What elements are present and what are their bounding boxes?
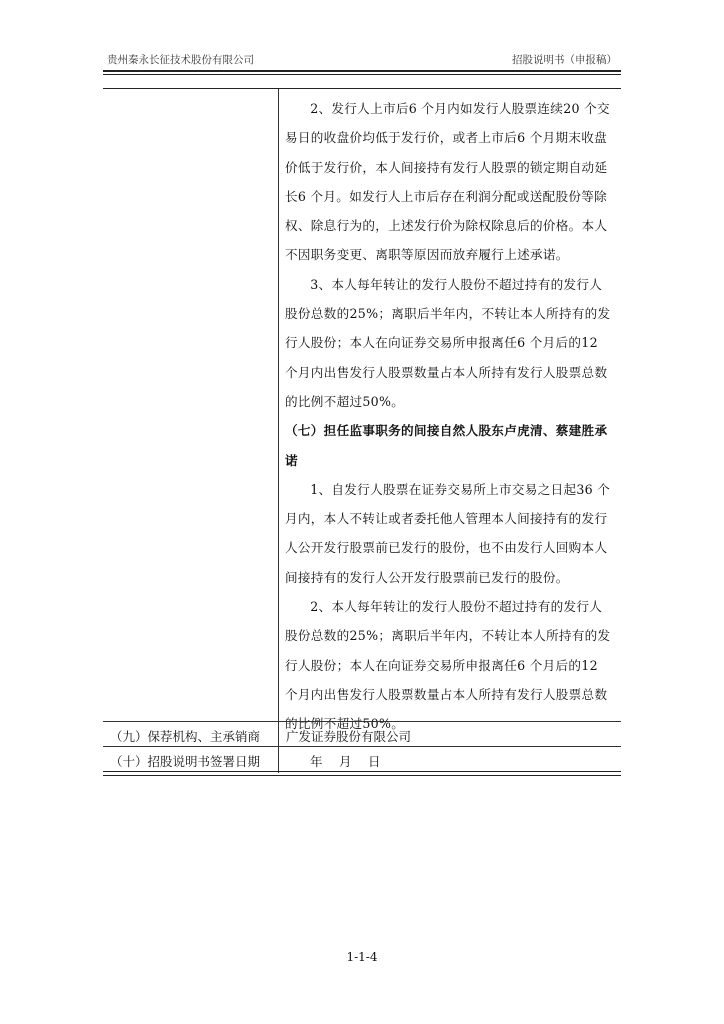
sign-date-value: 年 月 日 <box>310 754 383 769</box>
paragraph: 1、自发行人股票在证券交易所上市交易之日起36 个月内，本人不转让或者委托他人管理本人间接持有的发行人公开发行股票前已发行的股份，也不由发行人回购本人间接持有的发行人公开发行股票前已发行的股份。 <box>285 481 611 585</box>
header-company: 贵州秦永长征技术股份有限公司 <box>107 54 254 66</box>
paragraph: 3、本人每年转让的发行人股份不超过持有的发行人股份总数的25%；离职后半年内，不转让本人所持有的发行人股份；本人在向证券交易所申报离任6 个月后的12 个月内出售发行人股票数量占本人所持有发行人股票总数的比例不超过50%。 <box>285 276 611 409</box>
section-heading: （七）担任监事职务的间接自然人股东卢虎清、蔡建胜承诺 <box>285 423 608 468</box>
page-header <box>103 48 621 68</box>
header-doc-title: 招股说明书（申报稿） <box>512 54 617 66</box>
table-top-border <box>103 88 621 89</box>
header-rule <box>103 70 621 72</box>
table-bottom-border <box>103 771 621 772</box>
paragraph: 2、本人每年转让的发行人股份不超过持有的发行人股份总数的25%；离职后半年内，不转让本人所持有的发行人股份；本人在向证券交易所申报离任6 个月后的12 个月内出售发行人股票数量占本人所持有发行人股票总数的比例不超过50%。 <box>285 599 611 732</box>
sign-date-label: （十）招股说明书签署日期 <box>110 754 261 769</box>
paragraph: 2、发行人上市后6 个月内如发行人股票连续20 个交易日的收盘价均低于发行价，或者上市后6 个月期末收盘价低于发行价，本人间接持有发行人股票的锁定期自动延长6 个月。如发行人上市后存在利润分配或送配股份等除权、除息行为的，上述发行价为除权除息后的价格。本人不因职务变更、离职等原因而放弃履行上述承诺。 <box>285 101 610 263</box>
row-divider <box>103 746 621 747</box>
row-divider <box>103 721 621 722</box>
header-rule-thin <box>103 74 621 75</box>
sponsor-label: （九）保荐机构、主承销商 <box>110 729 261 744</box>
table-bottom-border-thin <box>103 775 621 776</box>
page-number: 1-1-4 <box>346 950 378 964</box>
commitment-text <box>285 94 615 739</box>
table-column-divider <box>278 89 279 773</box>
sponsor-value: 广发证券股份有限公司 <box>286 729 412 744</box>
